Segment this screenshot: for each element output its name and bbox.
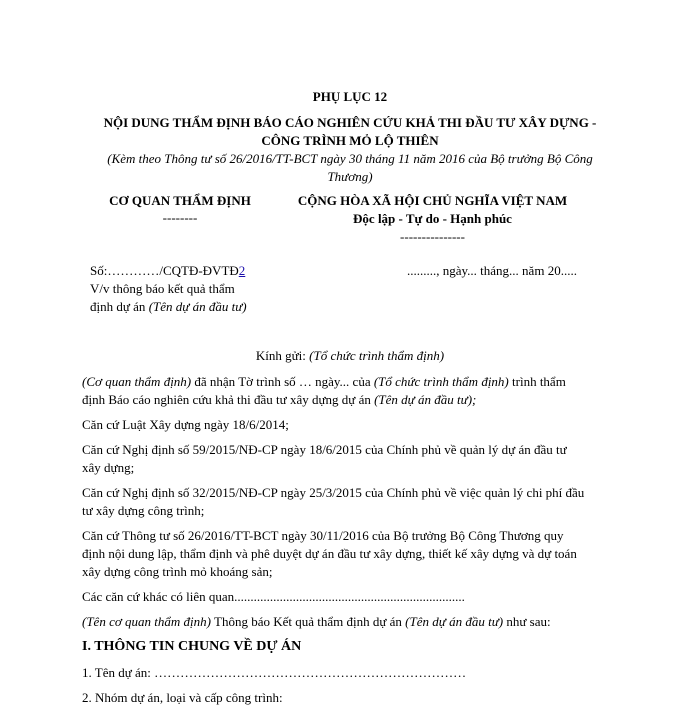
national-motto: Độc lập - Tự do - Hạnh phúc bbox=[353, 211, 512, 226]
document-title-line-2: CÔNG TRÌNH MỎ LỘ THIÊN bbox=[261, 133, 439, 148]
paragraph-receipt bbox=[82, 373, 622, 409]
p4-line1: Căn cứ Nghị định số 32/2015/NĐ-CP ngày 25/3/2015 của Chính phủ về việc quản lý chi phí đầu bbox=[82, 485, 585, 500]
motto-separator: --------------- bbox=[400, 229, 465, 244]
p3-line2: xây dựng; bbox=[82, 460, 135, 475]
document-subtitle-line-1: (Kèm theo Thông tư số 26/2016/TT-BCT ngày 30 tháng 11 năm 2016 của Bộ trưởng Bộ Công bbox=[107, 151, 593, 166]
document-date: ........., ngày... tháng... năm 20..... bbox=[407, 263, 577, 278]
section-heading-general-info: I. THÔNG TIN CHUNG VỀ DỰ ÁN bbox=[82, 639, 302, 654]
p7-agency: (Tên cơ quan thẩm định) bbox=[82, 614, 211, 629]
paragraph-other-bases: Các căn cứ khác có liên quan....................................................................... bbox=[82, 589, 465, 604]
agency-separator: -------- bbox=[162, 210, 198, 225]
item-project-group: 2. Nhóm dự án, loại và cấp công trình: bbox=[82, 690, 283, 705]
republic-name: CỘNG HÒA XÃ HỘI CHỦ NGHĨA VIỆT NAM bbox=[297, 193, 568, 208]
greeting bbox=[0, 347, 700, 365]
appendix-title: PHỤ LỤC 12 bbox=[312, 89, 388, 104]
document-number bbox=[90, 262, 245, 280]
subject-line-2 bbox=[90, 298, 247, 316]
p4-line2: tư xây dựng công trình; bbox=[82, 503, 205, 518]
paragraph-construction-law: Căn cứ Luật Xây dựng ngày 18/6/2014; bbox=[82, 417, 289, 432]
p1-project: (Tên dự án đầu tư); bbox=[374, 392, 477, 407]
document-subtitle-line-2: Thương) bbox=[327, 169, 373, 184]
agency-name: CƠ QUAN THẨM ĐỊNH bbox=[109, 193, 251, 208]
subject-line-1: V/v thông báo kết quả thẩm bbox=[90, 281, 235, 296]
subject-text: định dự án bbox=[90, 299, 149, 314]
p5-line1: Căn cứ Thông tư số 26/2016/TT-BCT ngày 30/11/2016 của Bộ trưởng Bộ Công Thương quy bbox=[82, 528, 564, 543]
greeting-recipient: (Tổ chức trình thẩm định) bbox=[309, 348, 445, 363]
p5-line2: định nội dung lập, thẩm định và phê duyệt dự án đầu tư xây dựng, thiết kế xây dựng và dự toán bbox=[82, 546, 577, 561]
p7-text: Thông báo Kết quả thẩm định dự án bbox=[210, 614, 406, 629]
item-project-name: 1. Tên dự án: ……………………………………………………………… bbox=[82, 665, 467, 680]
paragraph-decree-32 bbox=[82, 484, 622, 520]
footnote-link[interactable]: 2 bbox=[238, 263, 246, 278]
document-number-text: Số:…………/CQTĐ-ĐVTĐ bbox=[90, 263, 239, 278]
paragraph-circular-26 bbox=[82, 527, 622, 581]
p5-line3: xây dựng công trình mỏ khoáng sản; bbox=[82, 564, 273, 579]
p1-line2: định Báo cáo nghiên cứu khả thi đầu tư xây dựng dự án bbox=[82, 392, 375, 407]
paragraph-announcement bbox=[82, 613, 622, 631]
p7-text-end: như sau: bbox=[503, 614, 551, 629]
subject-project-placeholder: (Tên dự án đầu tư) bbox=[148, 299, 247, 314]
greeting-label: Kính gửi: bbox=[255, 348, 310, 363]
p1-org: (Tổ chức trình thẩm định) bbox=[373, 374, 509, 389]
p3-line1: Căn cứ Nghị định số 59/2015/NĐ-CP ngày 18/6/2015 của Chính phủ về quản lý dự án đầu tư bbox=[82, 442, 567, 457]
p7-project: (Tên dự án đầu tư) bbox=[405, 614, 504, 629]
document-title-line-1: NỘI DUNG THẨM ĐỊNH BÁO CÁO NGHIÊN CỨU KHẢ THI ĐẦU TƯ XÂY DỰNG - bbox=[103, 115, 597, 130]
p1-text-end: trình thẩm bbox=[508, 374, 566, 389]
p1-text: đã nhận Tờ trình số … ngày... của bbox=[191, 374, 374, 389]
p1-agency: (Cơ quan thẩm định) bbox=[82, 374, 192, 389]
paragraph-decree-59 bbox=[82, 441, 622, 477]
